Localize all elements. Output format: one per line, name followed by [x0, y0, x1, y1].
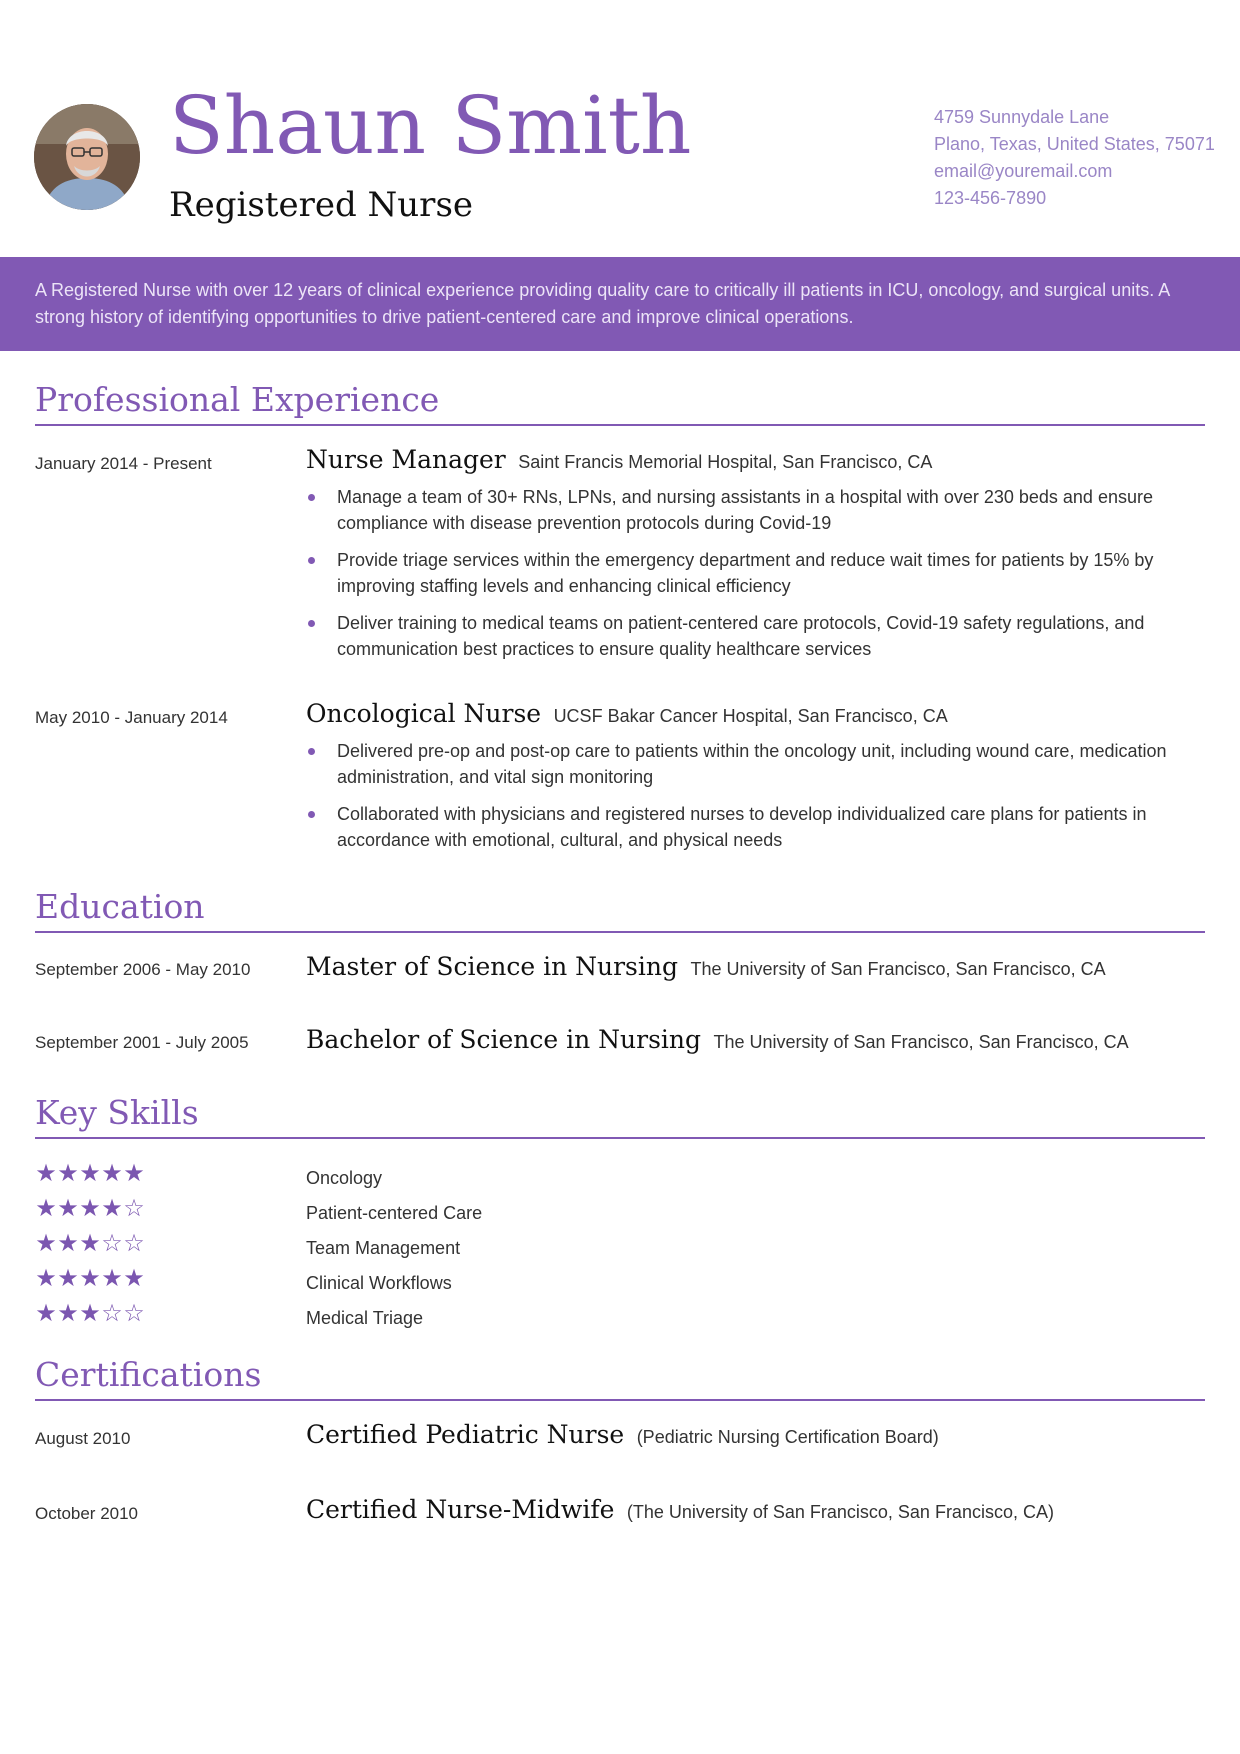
star-filled-icon: ★	[57, 1195, 79, 1222]
star-filled-icon: ★	[57, 1300, 79, 1327]
experience-section-header	[35, 380, 1205, 426]
experience-employer: UCSF Bakar Cancer Hospital, San Francisco, CA	[553, 706, 948, 726]
bullet-dot-icon	[308, 494, 315, 501]
star-filled-icon: ★	[101, 1265, 123, 1292]
bullet-item: Manage a team of 30+ RNs, LPNs, and nursing assistants in a hospital with over 230 beds and ensure compliance with disease prevention protocols during Covid-19	[306, 484, 1205, 536]
skill-row	[35, 1195, 1205, 1230]
certification-title: Certified Pediatric Nurse	[306, 1420, 625, 1449]
skill-row	[35, 1265, 1205, 1300]
skill-rating	[35, 1230, 145, 1258]
education-date: September 2001 - July 2005	[35, 1033, 249, 1052]
education-heading: Education	[35, 887, 1205, 933]
experience-employer: Saint Francis Memorial Hospital, San Francisco, CA	[518, 452, 933, 472]
job-title: Registered Nurse	[169, 185, 474, 225]
skill-label: Medical Triage	[306, 1308, 424, 1328]
skill-label: Clinical Workflows	[306, 1273, 452, 1293]
contact-block	[934, 104, 1224, 212]
star-filled-icon: ★	[57, 1230, 79, 1257]
certifications-section-header	[35, 1355, 1205, 1401]
bullet-item: Delivered pre-op and post-op care to patients within the oncology unit, including wound care, medication administration, and vital sign monitoring	[306, 738, 1205, 790]
bullet-dot-icon	[308, 557, 315, 564]
certification-date: August 2010	[35, 1429, 131, 1448]
education-school: The University of San Francisco, San Francisco, CA	[713, 1032, 1129, 1052]
star-empty-icon: ☆	[123, 1195, 145, 1222]
avatar	[34, 104, 140, 210]
star-filled-icon: ★	[123, 1265, 145, 1292]
star-filled-icon: ★	[79, 1160, 101, 1187]
star-filled-icon: ★	[35, 1195, 57, 1222]
bullet-dot-icon	[308, 811, 315, 818]
star-filled-icon: ★	[79, 1195, 101, 1222]
certification-date: October 2010	[35, 1504, 139, 1523]
star-filled-icon: ★	[79, 1300, 101, 1327]
bullet-dot-icon	[308, 620, 315, 627]
star-filled-icon: ★	[35, 1230, 57, 1257]
star-empty-icon: ☆	[101, 1300, 123, 1327]
bullet-item: Collaborated with physicians and registered nurses to develop individualized care plans for patients in accordance with emotional, cultural, and physical needs	[306, 801, 1205, 853]
skill-rating	[35, 1300, 145, 1328]
skill-label: Patient-centered Care	[306, 1203, 483, 1223]
skill-rating	[35, 1195, 145, 1223]
skills-list	[35, 1160, 1205, 1335]
experience-bullets	[306, 738, 1205, 853]
star-filled-icon: ★	[101, 1160, 123, 1187]
email[interactable]: email@youremail.com	[934, 161, 1113, 181]
experience-date: May 2010 - January 2014	[35, 708, 228, 727]
person-photo-icon	[34, 104, 140, 210]
education-school: The University of San Francisco, San Francisco, CA	[690, 959, 1106, 979]
star-filled-icon: ★	[123, 1160, 145, 1187]
star-filled-icon: ★	[57, 1265, 79, 1292]
phone: 123-456-7890	[934, 188, 1047, 208]
summary-text: A Registered Nurse with over 12 years of clinical experience providing quality care to critically ill patients in ICU, oncology, and surgical units. A strong history of identifying opportunities to drive patient-centered care and improve clinical operations.	[35, 280, 1170, 327]
star-filled-icon: ★	[101, 1195, 123, 1222]
skills-section-header	[35, 1093, 1205, 1139]
star-empty-icon: ☆	[101, 1230, 123, 1257]
bullet-dot-icon	[308, 748, 315, 755]
skill-label: Team Management	[306, 1238, 461, 1258]
skill-label: Oncology	[306, 1168, 383, 1188]
star-empty-icon: ☆	[123, 1300, 145, 1327]
skill-row	[35, 1230, 1205, 1265]
star-filled-icon: ★	[35, 1160, 57, 1187]
certification-issuer: (Pediatric Nursing Certification Board)	[636, 1427, 939, 1447]
education-degree: Bachelor of Science in Nursing	[306, 1025, 702, 1054]
summary-band	[0, 257, 1240, 351]
star-filled-icon: ★	[57, 1160, 79, 1187]
experience-heading: Professional Experience	[35, 380, 1205, 426]
experience-title: Nurse Manager	[306, 445, 506, 474]
skill-row	[35, 1300, 1205, 1335]
skill-rating	[35, 1265, 145, 1293]
education-degree: Master of Science in Nursing	[306, 952, 678, 981]
star-filled-icon: ★	[79, 1230, 101, 1257]
education-section-header	[35, 887, 1205, 933]
star-filled-icon: ★	[35, 1265, 57, 1292]
skills-heading: Key Skills	[35, 1093, 1205, 1139]
skill-row	[35, 1160, 1205, 1195]
address-line-1: 4759 Sunnydale Lane	[934, 107, 1110, 127]
star-empty-icon: ☆	[123, 1230, 145, 1257]
candidate-name: Shaun Smith	[169, 79, 692, 172]
experience-date: January 2014 - Present	[35, 454, 212, 473]
star-filled-icon: ★	[79, 1265, 101, 1292]
skill-rating	[35, 1160, 145, 1188]
experience-bullets	[306, 484, 1205, 662]
education-date: September 2006 - May 2010	[35, 960, 251, 979]
experience-title: Oncological Nurse	[306, 699, 542, 728]
bullet-item: Deliver training to medical teams on patient-centered care protocols, Covid-19 safety regulations, and communication best practices to ensure quality healthcare services	[306, 610, 1205, 662]
certifications-heading: Certifications	[35, 1355, 1205, 1401]
certification-issuer: (The University of San Francisco, San Francisco, CA)	[626, 1502, 1054, 1522]
certification-title: Certified Nurse-Midwife	[306, 1495, 615, 1524]
bullet-item: Provide triage services within the emergency department and reduce wait times for patients by 15% by improving staffing levels and enhancing clinical efficiency	[306, 547, 1205, 599]
address-line-2: Plano, Texas, United States, 75071	[934, 134, 1215, 154]
star-filled-icon: ★	[35, 1300, 57, 1327]
